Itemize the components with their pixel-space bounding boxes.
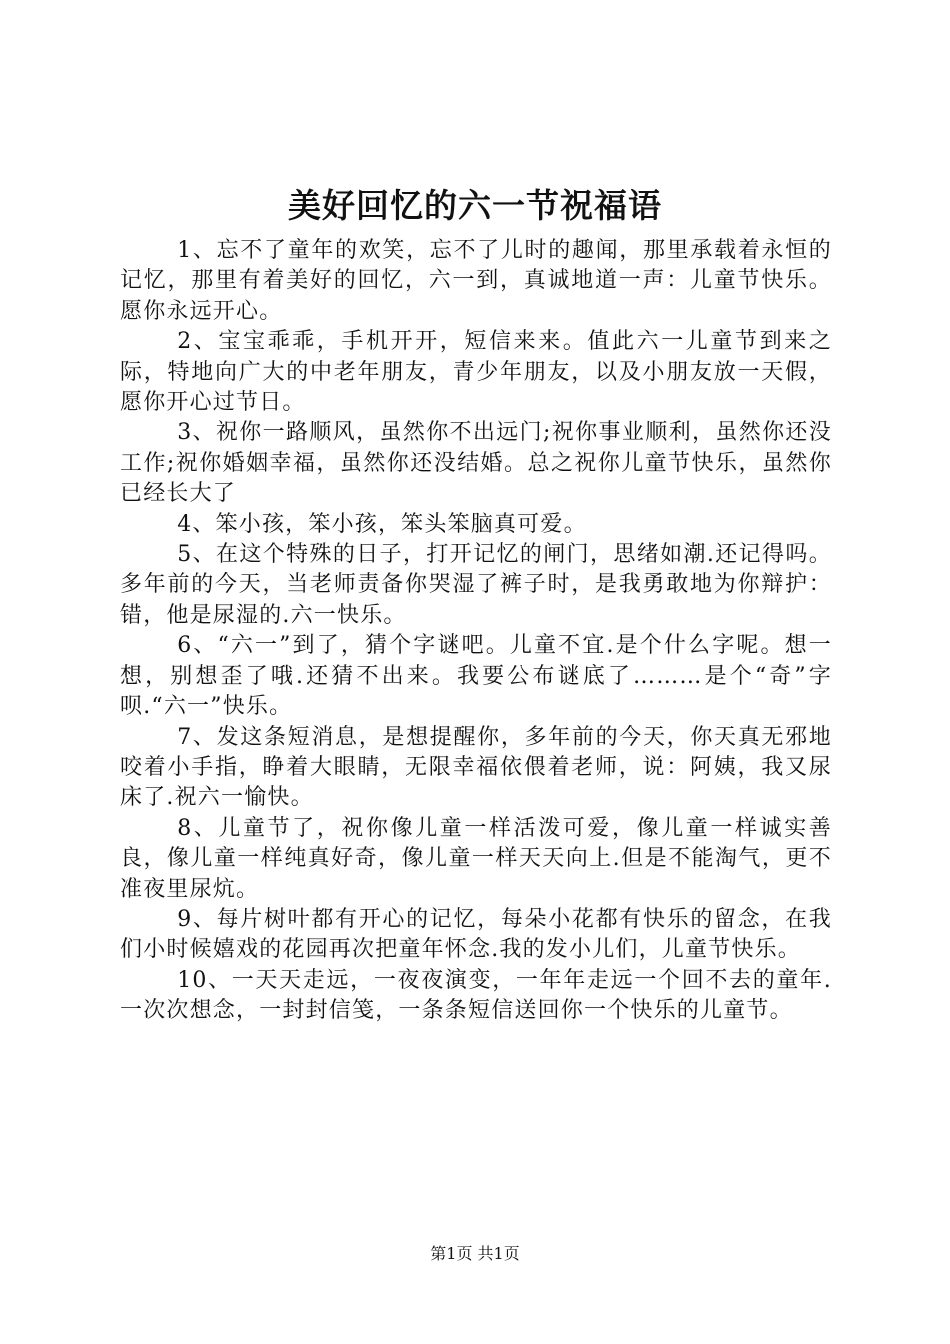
page-title: 美好回忆的六一节祝福语 — [288, 186, 662, 225]
document-body — [120, 236, 832, 1027]
paragraph-9: 9、每片树叶都有开心的记忆，每朵小花都有快乐的留念，在我们小时候嬉戏的花园再次把童年怀念.我的发小儿们，儿童节快乐。 — [120, 906, 832, 963]
paragraph-7: 7、发这条短消息，是想提醒你，多年前的今天，你天真无邪地咬着小手指，睁着大眼睛，无限幸福依偎着老师，说：阿姨，我又尿床了.祝六一愉快。 — [120, 724, 832, 811]
paragraph-5: 5、在这个特殊的日子，打开记忆的闸门，思绪如潮.还记得吗。多年前的今天，当老师责备你哭湿了裤子时，是我勇敢地为你辩护：错，他是尿湿的.六一快乐。 — [120, 542, 832, 628]
paragraph-4: 4、笨小孩，笨小孩，笨头笨脑真可爱。 — [177, 511, 587, 537]
paragraph-2: 2、宝宝乖乖，手机开开，短信来来。值此六一儿童节到来之际，特地向广大的中老年朋友，青少年朋友，以及小朋友放一天假，愿你开心过节日。 — [120, 329, 832, 416]
paragraph-10: 10、一天天走远，一夜夜演变，一年年走远一个回不去的童年.一次次想念，一封封信笺，一条条短信送回你一个快乐的儿童节。 — [120, 967, 832, 1024]
paragraph-8: 8、儿童节了，祝你像儿童一样活泼可爱，像儿童一样诚实善良，像儿童一样纯真好奇，像儿童一样天天向上.但是不能淘气，更不准夜里尿炕。 — [120, 815, 832, 902]
page-number-footer: 第1页 共1页 — [430, 1244, 520, 1263]
paragraph-3: 3、祝你一路顺风，虽然你不出远门;祝你事业顺利，虽然你还没工作;祝你婚姻幸福，虽然你还没结婚。总之祝你儿童节快乐，虽然你已经长大了 — [120, 420, 832, 507]
paragraph-6: 6、“六一”到了，猜个字谜吧。儿童不宜.是个什么字呢。想一想，别想歪了哦.还猜不出来。我要公布谜底了………是个“奇”字呗.“六一”快乐。 — [120, 633, 832, 720]
paragraph-1: 1、忘不了童年的欢笑，忘不了儿时的趣闻，那里承载着永恒的记忆，那里有着美好的回忆，六一到，真诚地道一声：儿童节快乐。愿你永远开心。 — [120, 238, 832, 324]
